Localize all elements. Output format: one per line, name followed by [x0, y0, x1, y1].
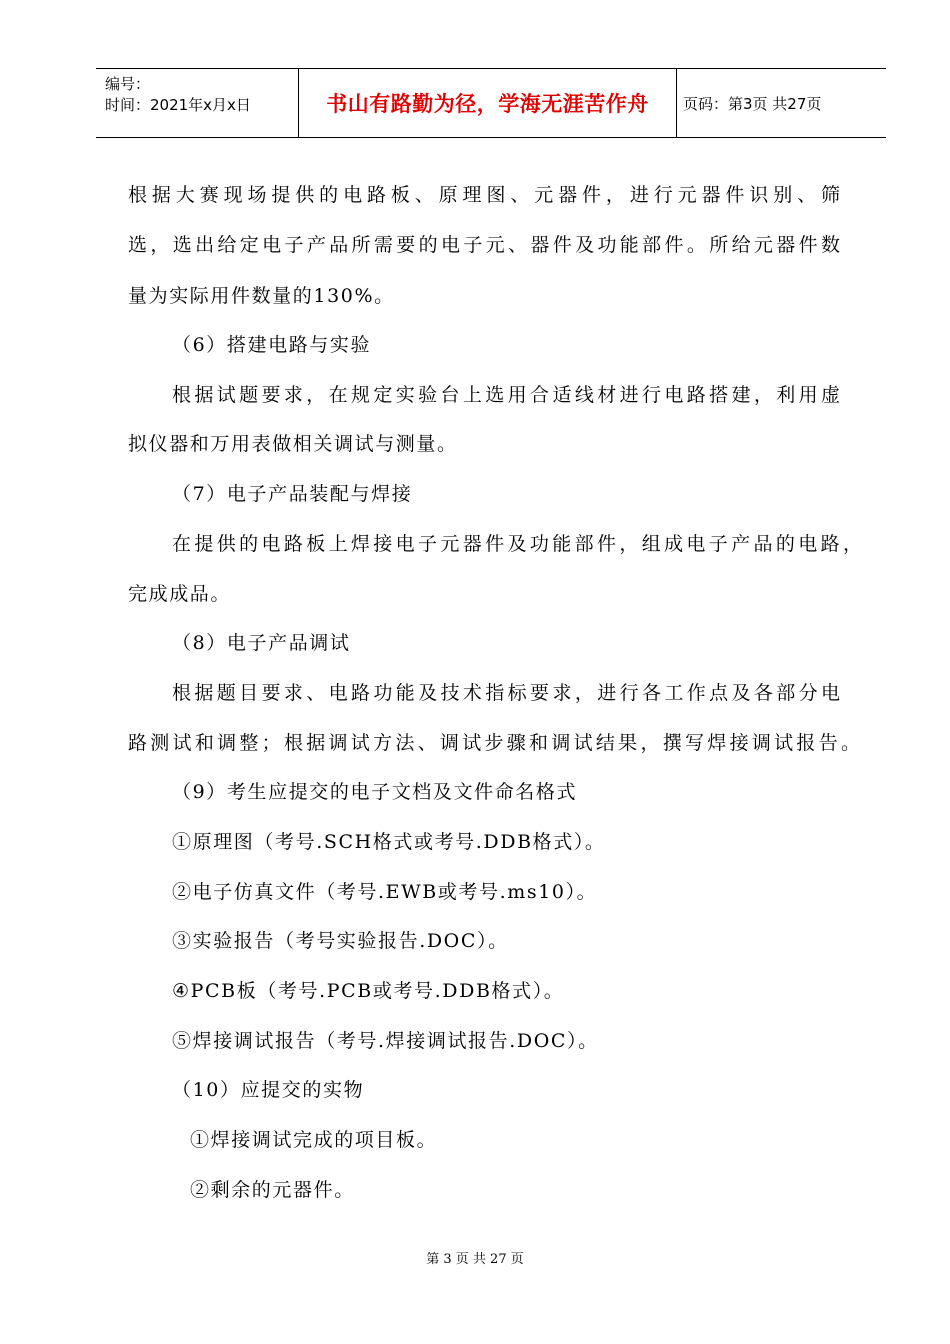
time-label: 时间：2021年x月x日 [105, 96, 251, 114]
heading-7: （7）电子产品装配与焊接 [172, 483, 413, 505]
heading-8: （8）电子产品调试 [172, 632, 351, 654]
deliverable-item-1: ①焊接调试完成的项目板。 [190, 1129, 438, 1151]
list-item-1: ①原理图（考号.SCH格式或考号.DDB格式）。 [172, 831, 606, 853]
paragraph-1-line-1: 根据大赛现场提供的电路板、原理图、元器件，进行元器件识别、筛 [128, 184, 840, 206]
code-label: 编号： [105, 75, 151, 93]
page-header [96, 68, 886, 138]
heading-10: （10）应提交的实物 [172, 1079, 365, 1101]
heading-6: （6）搭建电路与实验 [172, 334, 372, 356]
page-info-text: 页码：第3页 共27页 [683, 94, 822, 113]
paragraph-2-line-2: 拟仪器和万用表做相关调试与测量。 [128, 433, 458, 455]
paragraph-1-line-2: 选，选出给定电子产品所需要的电子元、器件及功能部件。所给元器件数 [128, 234, 840, 256]
header-motto-cell [298, 69, 677, 137]
paragraph-4-line-1: 根据题目要求、电路功能及技术指标要求，进行各工作点及各部分电 [172, 682, 840, 704]
heading-9: （9）考生应提交的电子文档及文件命名格式 [172, 781, 578, 803]
list-item-5: ⑤焊接调试报告（考号.焊接调试报告.DOC）。 [172, 1030, 599, 1052]
header-page-info [675, 69, 886, 137]
paragraph-3-line-1: 在提供的电路板上焊接电子元器件及功能部件，组成电子产品的电路， [172, 533, 862, 555]
deliverable-item-2: ②剩余的元器件。 [190, 1179, 355, 1201]
list-item-3: ③实验报告（考号实验报告.DOC）。 [172, 930, 509, 952]
list-item-2: ②电子仿真文件（考号.EWB或考号.ms10）。 [172, 881, 598, 903]
footer-page-number: 第 3 页 共 27 页 [426, 1252, 524, 1267]
header-meta [96, 69, 298, 137]
page-footer [0, 1248, 950, 1267]
paragraph-1-line-3: 量为实际用件数量的130%。 [128, 285, 395, 307]
paragraph-3-line-2: 完成成品。 [128, 583, 232, 605]
motto-text: 书山有路勤为径，学海无涯苦作舟 [326, 92, 649, 116]
list-item-4: ④PCB板（考号.PCB或考号.DDB格式）。 [172, 980, 565, 1002]
paragraph-2-line-1: 根据试题要求，在规定实验台上选用合适线材进行电路搭建，利用虚 [172, 384, 840, 406]
paragraph-4-line-2: 路测试和调整；根据调试方法、调试步骤和调试结果，撰写焊接调试报告。 [128, 732, 860, 754]
